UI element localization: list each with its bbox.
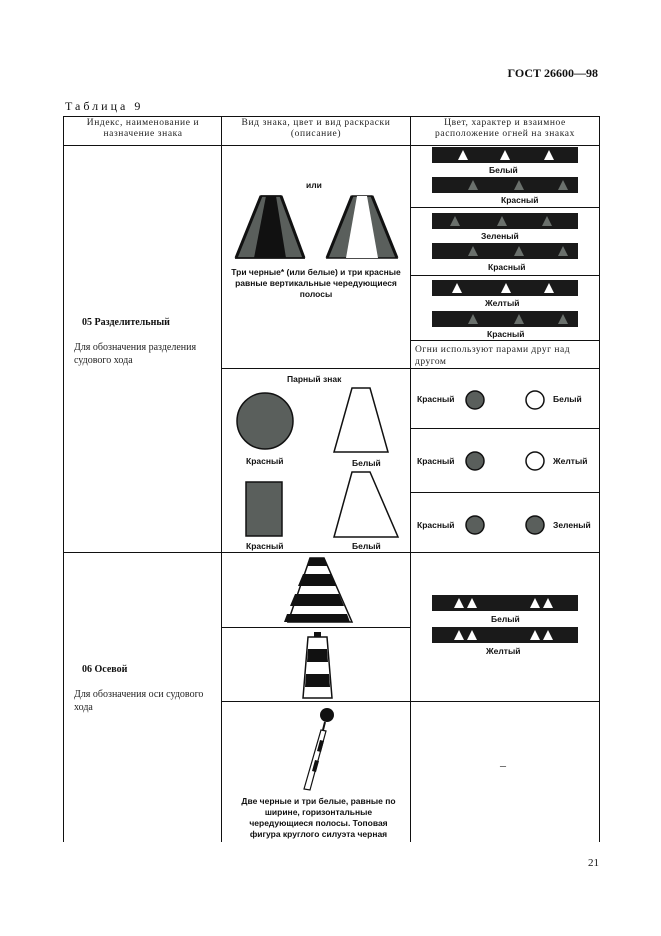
yellow-light-pair-icons: [432, 627, 578, 643]
lights-note: Огни используют парами друг над другом: [415, 345, 571, 367]
pair-label: Красный: [246, 456, 284, 466]
table-title: Таблица 9: [65, 99, 144, 113]
section-06-title: 06 Осевой: [82, 664, 128, 675]
light-label: Красный: [417, 394, 455, 404]
pair-label: Белый: [352, 541, 381, 551]
light-label: Красный: [488, 262, 526, 272]
white-cone-shape: [334, 388, 388, 452]
dividing-sign-drawing: [230, 192, 405, 262]
green-light-icons: [432, 213, 578, 229]
red-light-icons: [432, 311, 578, 327]
light-label: Красный: [417, 520, 455, 530]
white-light-icons: [432, 147, 578, 163]
top-figure-ball: [320, 708, 334, 722]
green-light-circle-icon: [524, 514, 546, 536]
light-label: Желтый: [486, 646, 521, 656]
section-06-purpose: Для обозначения оси судового хода: [74, 689, 204, 713]
white-light-pair-icons: [432, 595, 578, 611]
or-label: или: [306, 180, 322, 190]
section-05-description: Три черные* (или белые) и три красные равные вертикальные чередующиеся полосы: [231, 267, 401, 299]
light-label: Красный: [501, 195, 539, 205]
red-light-circle-icon: [464, 450, 486, 472]
light-label: Желтый: [485, 298, 520, 308]
section-05-purpose: Для обозначения разделения судового хода: [74, 342, 197, 366]
section-06-description: Две черные и три белые, равные по ширине, горизонтальные чередующиеся полосы. Топовая фигура круглого силуэта черная: [241, 796, 396, 839]
light-label: Белый: [491, 614, 520, 624]
pair-label: Белый: [352, 458, 381, 468]
column-header-lights: Цвет, характер и взаимное расположение огней на знаках: [435, 118, 575, 139]
light-label: Зеленый: [553, 520, 591, 530]
light-label: Красный: [487, 329, 525, 339]
red-light-icons: [432, 177, 578, 193]
section-05-title: 05 Разделительный: [82, 317, 170, 328]
pair-sign-title: Парный знак: [287, 374, 342, 384]
standard-code: ГОСТ 26600—98: [507, 66, 598, 80]
column-header-view: Вид знака, цвет и вид раскраски (описание): [241, 118, 391, 139]
red-light-circle-icon: [464, 389, 486, 411]
red-circle-shape: [237, 393, 293, 449]
yellow-light-circle-icon: [524, 450, 546, 472]
yellow-light-icons: [432, 280, 578, 296]
sign-variant-white: [327, 196, 397, 258]
sign-variant-black: [236, 196, 304, 258]
red-light-circle-icon: [464, 514, 486, 536]
light-label: Белый: [489, 165, 518, 175]
pair-label: Красный: [246, 541, 284, 551]
white-light-circle-icon: [524, 389, 546, 411]
red-rectangle-shape: [246, 482, 282, 536]
axial-cone-sign: [282, 556, 357, 624]
light-label: Красный: [417, 456, 455, 466]
empty-lights-dash: –: [500, 758, 506, 772]
axial-pole-sign: [290, 704, 350, 794]
red-light-icons: [432, 243, 578, 259]
axial-column-sign: [298, 631, 338, 699]
light-label: Желтый: [553, 456, 588, 466]
light-label: Зеленый: [481, 231, 519, 241]
page-number: 21: [588, 857, 599, 869]
white-cone-shape: [334, 472, 398, 537]
column-header-index: Индекс, наименование и назначение знака: [86, 118, 200, 139]
light-label: Белый: [553, 394, 582, 404]
